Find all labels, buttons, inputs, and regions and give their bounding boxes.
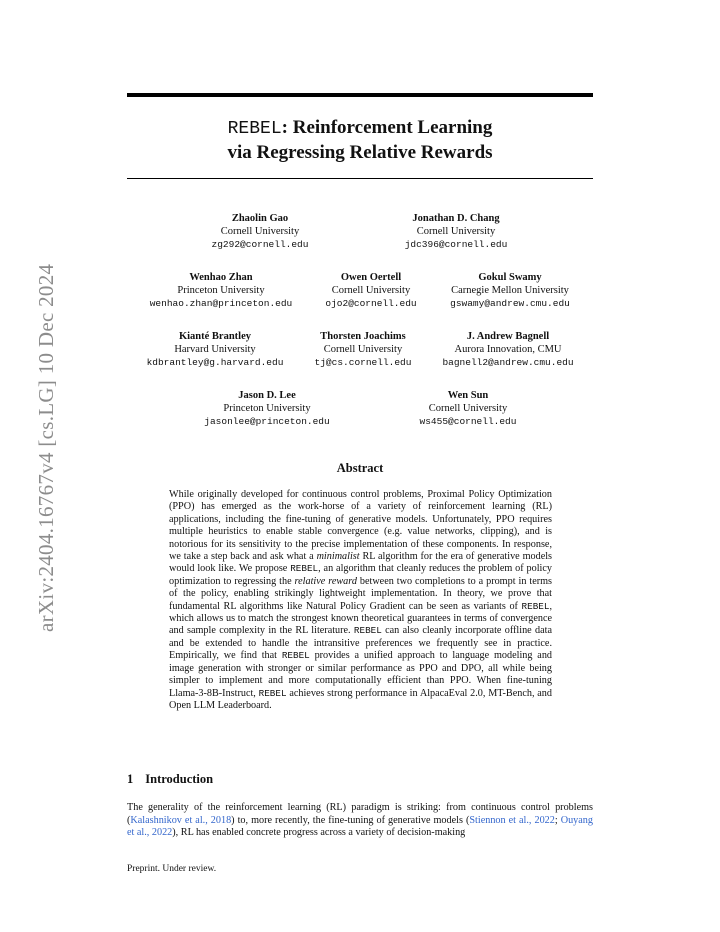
intro-text: The generality of the reinforcement learning (RL) paradigm is striking: from continuous control problems ( [127, 802, 593, 826]
title-line1: : Reinforcement Learning [281, 117, 493, 138]
author-block [368, 389, 568, 428]
author-email[interactable]: wenhao.zhan@princeton.edu [149, 298, 293, 309]
author-name: Kianté Brantley [178, 331, 252, 342]
author-email[interactable]: ojo2@cornell.edu [325, 298, 417, 309]
author-email[interactable]: jdc396@cornell.edu [404, 239, 508, 250]
paper-title [127, 116, 593, 165]
abstract-emphasis: relative reward [294, 575, 357, 587]
citation-link[interactable]: Kalashnikov et al., 2018 [130, 814, 232, 826]
abstract-heading: Abstract [336, 461, 384, 475]
abstract-text: , an algorithm that cleanly reduces the problem of policy optimization to regressing the [169, 563, 552, 587]
abstract-text: between two completions to a prompt in terms of the policy, enabling strikingly lightweight implementation. In theory, we prove that fundamental RL algorithms like Natural Policy Gradient can be seen as variants of [169, 575, 552, 612]
title-top-rule [127, 93, 593, 97]
abstract-text: While originally developed for continuous control problems, Proximal Policy Optimization (PPO) has emerged as the work-horse of a variety of reinforcement learning (RL) applications, including the fine-tuning of generative models. Unfortunately, PPO requires multiple heuristics to enable stable convergence (e.g. value networks, clipping), and is notorious for its sensitivity to the precise implementation of these components. In response, we take a step back and ask what a [169, 489, 552, 563]
title-line2: via Regressing Relative Rewards [227, 142, 493, 163]
author-block [160, 212, 360, 251]
author-block [408, 330, 608, 369]
abstract-text: , which allows us to match the strongest known theoretical guarantees in terms of convergence and sample complexity in the RL literature. [169, 600, 552, 637]
author-email[interactable]: bagnell2@andrew.cmu.edu [442, 357, 574, 368]
section-number: 1 [127, 772, 134, 786]
author-name: Thorsten Joachims [320, 331, 406, 342]
author-affiliation: Princeton University [223, 403, 311, 414]
author-name: Owen Oertell [340, 272, 402, 283]
author-block [356, 212, 556, 251]
author-email[interactable]: gswamy@andrew.cmu.edu [450, 298, 570, 309]
abstract-rebel-mention: REBEL [290, 563, 319, 575]
intro-paragraph [127, 802, 593, 840]
citation-link[interactable]: Stiennon et al., 2022 [469, 814, 555, 826]
author-name: Gokul Swamy [478, 272, 542, 283]
author-name: Jason D. Lee [238, 390, 296, 401]
abstract-text: achieves strong performance in AlpacaEval 2.0, MT-Bench, and Open LLM Leaderboard. [169, 687, 552, 711]
abstract-rebel-mention: REBEL [521, 600, 550, 612]
author-affiliation: Cornell University [428, 403, 508, 414]
intro-text: ), RL has enabled concrete progress across a variety of decision-making [172, 827, 466, 839]
abstract-rebel-mention: REBEL [281, 650, 310, 662]
title-rebel: REBEL [227, 119, 282, 139]
author-email[interactable]: kdbrantley@g.harvard.edu [146, 357, 284, 368]
author-affiliation: Cornell University [220, 226, 300, 237]
citation-link[interactable]: Ouyang et al., 2022 [127, 814, 593, 839]
author-email[interactable]: jasonlee@princeton.edu [204, 416, 330, 427]
author-affiliation: Cornell University [416, 226, 496, 237]
author-affiliation: Carnegie Mellon University [451, 285, 569, 296]
author-email[interactable]: ws455@cornell.edu [419, 416, 517, 427]
abstract-text: RL algorithm for the era of generative models would look like. We propose [169, 551, 553, 575]
abstract-text: can also cleanly incorporate offline data and be extended to handle the intransitive preferences we frequently see in practice. Empirically, we find that [169, 625, 552, 662]
author-affiliation: Harvard University [174, 344, 256, 355]
author-email[interactable]: zg292@cornell.edu [211, 239, 309, 250]
author-affiliation: Cornell University [323, 344, 403, 355]
abstract-emphasis: minimalist [316, 551, 360, 563]
author-affiliation: Aurora Innovation, CMU [454, 344, 562, 355]
author-name: Wen Sun [447, 390, 489, 401]
author-name: Zhaolin Gao [231, 213, 289, 224]
arxiv-stamp: arXiv:2404.16767v4 [cs.LG] 10 Dec 2024 [34, 263, 58, 632]
section-title: Introduction [145, 772, 214, 786]
title-bottom-rule [127, 178, 593, 179]
intro-text: ) to, more recently, the fine-tuning of generative models ( [231, 814, 470, 826]
author-name: Jonathan D. Chang [412, 213, 500, 224]
intro-text: ; [554, 814, 561, 826]
author-affiliation: Cornell University [331, 285, 411, 296]
author-affiliation: Princeton University [177, 285, 265, 296]
author-block [410, 271, 610, 310]
abstract-body [169, 489, 552, 712]
abstract-text: provides a unified approach to language modeling and image generation with stronger or similar performance as PPO and DPO, all while being simpler to implement and more computationally efficient than PPO. When fine-tuning Llama-3-8B-Instruct, [169, 650, 553, 699]
preprint-footer: Preprint. Under review. [127, 864, 217, 874]
author-block [167, 389, 367, 428]
abstract-rebel-mention: REBEL [258, 687, 287, 699]
section-heading [127, 772, 213, 787]
author-name: J. Andrew Bagnell [466, 331, 550, 342]
abstract-rebel-mention: REBEL [353, 625, 382, 637]
author-name: Wenhao Zhan [189, 272, 253, 283]
author-email[interactable]: tj@cs.cornell.edu [314, 357, 412, 368]
